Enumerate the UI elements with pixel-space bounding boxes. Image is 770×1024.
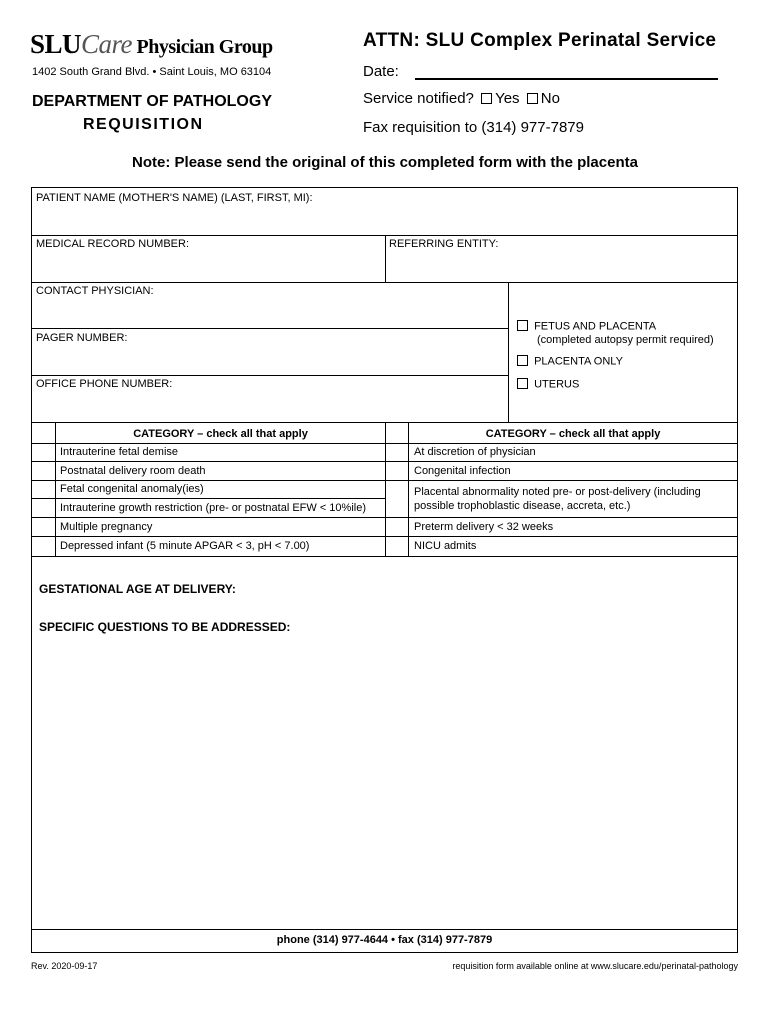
category-item-multiple-pregnancy: Multiple pregnancy <box>60 521 153 533</box>
address: 1402 South Grand Blvd. • Saint Louis, MO 63104 <box>32 66 272 78</box>
category-item-placental-abnormality-cont: possible trophoblastic disease, accreta, etc.) <box>414 500 631 512</box>
category-checkbox-left-3[interactable] <box>32 481 54 497</box>
category-item-physician-discretion: At discretion of physician <box>414 446 536 458</box>
note-text: Note: Please send the original of this completed form with the placenta <box>132 154 638 171</box>
category-checkbox-right-2[interactable] <box>386 462 407 479</box>
category-item-fetal-demise: Intrauterine fetal demise <box>60 446 179 458</box>
office-phone-label: OFFICE PHONE NUMBER: <box>36 378 173 390</box>
fetus-placenta-checkbox[interactable] <box>517 320 528 331</box>
category-checkbox-left-4[interactable] <box>32 499 54 516</box>
department-title: DEPARTMENT OF PATHOLOGY <box>32 93 272 110</box>
specimen-placenta-only <box>514 355 623 368</box>
category-item-depressed-infant: Depressed infant (5 minute APGAR < 3, pH < 7.00) <box>60 540 310 552</box>
uterus-label: UTERUS <box>534 378 580 391</box>
no-checkbox[interactable] <box>527 93 538 104</box>
uterus-checkbox[interactable] <box>517 378 528 389</box>
referring-entity-label: REFERRING ENTITY: <box>389 238 499 250</box>
placenta-only-checkbox[interactable] <box>517 355 528 366</box>
category-checkbox-left-1[interactable] <box>32 444 54 460</box>
slucare-logo <box>30 28 273 63</box>
specimen-fetus-placenta <box>514 320 656 333</box>
category-item-congenital-anomaly: Fetal congenital anomaly(ies) <box>60 483 204 495</box>
yes-label: Yes <box>495 90 520 107</box>
category-item-growth-restriction: Intrauterine growth restriction (pre- or postnatal EFW < 10%ile) <box>60 502 366 514</box>
logo-physician-group: Physician Group <box>132 36 273 58</box>
contact-physician-field[interactable] <box>32 299 507 327</box>
category-checkbox-right-1[interactable] <box>386 444 407 460</box>
service-notified-row <box>363 90 560 107</box>
specific-questions-field[interactable] <box>36 640 734 925</box>
pager-number-field[interactable] <box>32 346 507 374</box>
category-checkbox-left-2[interactable] <box>32 462 54 479</box>
category-checkbox-right-5[interactable] <box>386 537 407 555</box>
logo-slu: SLU <box>30 29 82 59</box>
footer-contact: phone (314) 977-4644 • fax (314) 977-7879 <box>276 934 493 946</box>
category-checkbox-left-6[interactable] <box>32 537 54 555</box>
logo-care: Care <box>81 29 133 59</box>
service-notified-label: Service notified? <box>363 90 474 107</box>
specific-questions-label: SPECIFIC QUESTIONS TO BE ADDRESSED: <box>39 620 291 634</box>
office-phone-field[interactable] <box>32 392 507 420</box>
category-item-congenital-infection: Congenital infection <box>414 465 511 477</box>
pager-number-label: PAGER NUMBER: <box>36 332 128 344</box>
category-item-placental-abnormality: Placental abnormality noted pre- or post-delivery (including <box>414 486 701 498</box>
date-field[interactable] <box>415 78 718 80</box>
patient-name-field[interactable] <box>32 206 737 234</box>
revision-date: Rev. 2020-09-17 <box>31 961 98 971</box>
category-item-nicu-admits: NICU admits <box>414 540 477 552</box>
contact-physician-label: CONTACT PHYSICIAN: <box>36 285 154 297</box>
referring-entity-field[interactable] <box>387 252 737 280</box>
category-checkbox-right-3[interactable] <box>386 481 407 516</box>
fetus-placenta-note: (completed autopsy permit required) <box>537 334 714 346</box>
patient-name-label: PATIENT NAME (MOTHER'S NAME) (LAST, FIRST, MI): <box>36 192 313 204</box>
placenta-only-label: PLACENTA ONLY <box>534 355 623 368</box>
specimen-uterus <box>514 378 579 391</box>
yes-checkbox[interactable] <box>481 93 492 104</box>
requisition-title: REQUISITION <box>83 116 204 133</box>
gestational-age-label: GESTATIONAL AGE AT DELIVERY: <box>39 582 236 596</box>
category-item-preterm-delivery: Preterm delivery < 32 weeks <box>414 521 554 533</box>
right-category-header: CATEGORY – check all that apply <box>485 428 661 440</box>
no-label: No <box>540 90 560 107</box>
category-checkbox-left-5[interactable] <box>32 518 54 535</box>
medical-record-field[interactable] <box>32 252 384 280</box>
medical-record-label: MEDICAL RECORD NUMBER: <box>36 238 189 250</box>
fax-instruction: Fax requisition to (314) 977-7879 <box>363 119 584 136</box>
left-category-header: CATEGORY – check all that apply <box>133 428 308 440</box>
category-item-postnatal-death: Postnatal delivery room death <box>60 465 206 477</box>
fetus-placenta-label: FETUS AND PLACENTA <box>534 320 657 333</box>
attn-heading: ATTN: SLU Complex Perinatal Service <box>363 30 717 51</box>
date-label: Date: <box>363 63 399 80</box>
online-availability: requisition form available online at www.slucare.edu/perinatal-pathology <box>452 961 738 971</box>
category-checkbox-right-4[interactable] <box>386 518 407 535</box>
